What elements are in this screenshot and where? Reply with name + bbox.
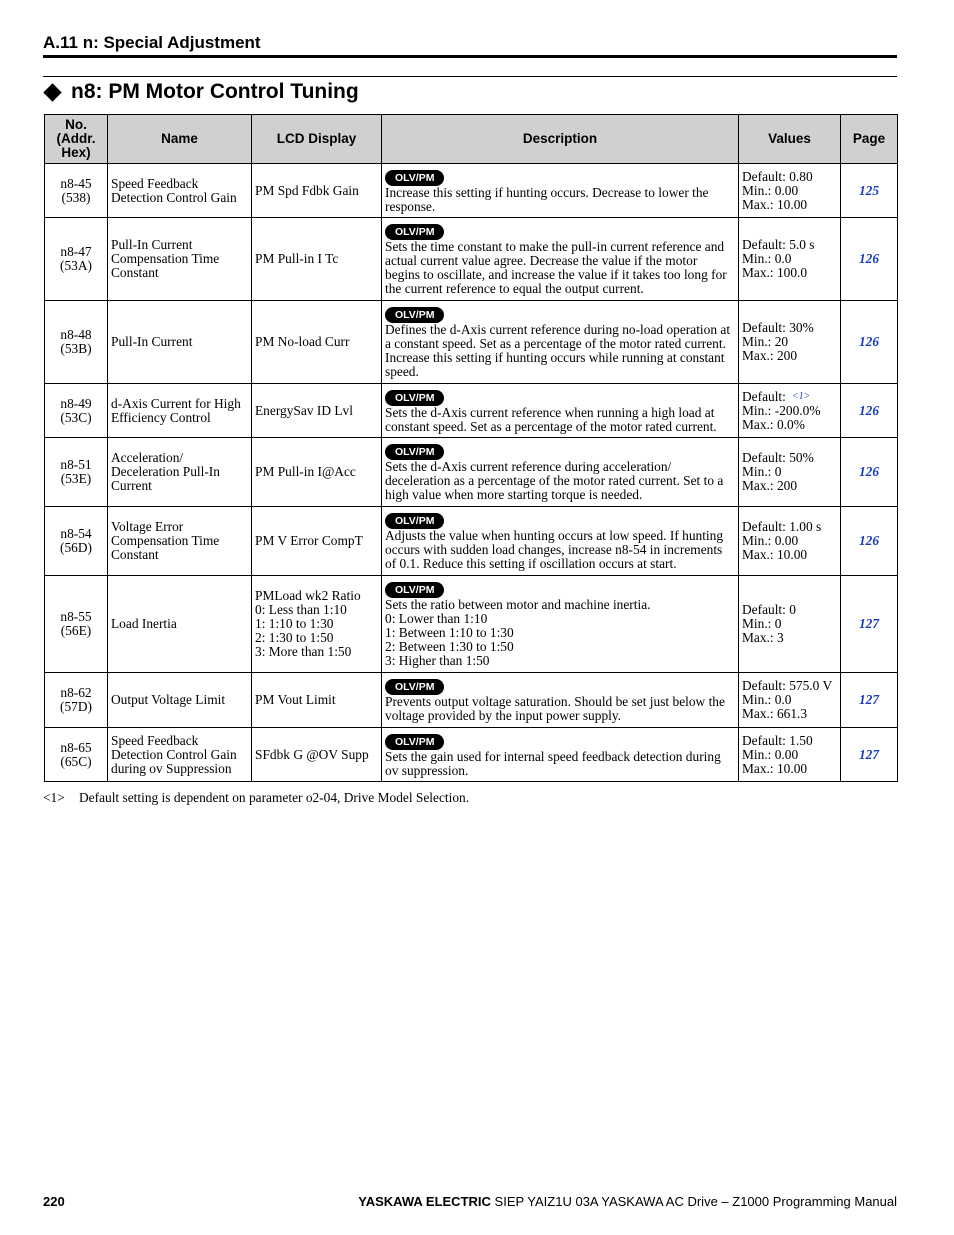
value-line bbox=[742, 679, 837, 693]
footnote-reference-link[interactable]: <1> bbox=[791, 390, 811, 402]
value-text: Max.: 10.00 bbox=[742, 547, 808, 562]
value-text: Min.: 0.00 bbox=[742, 182, 799, 198]
param-name: Acceleration/ Deceleration Pull-In Current bbox=[108, 438, 252, 507]
value-line bbox=[742, 707, 837, 721]
param-number: n8-55 bbox=[60, 609, 92, 624]
lcd-display-cell bbox=[252, 438, 382, 507]
lcd-display-line: PM V Error CompT bbox=[255, 533, 363, 548]
description-cell bbox=[382, 384, 739, 438]
lcd-display-cell bbox=[252, 576, 382, 673]
footnote bbox=[43, 790, 469, 806]
lcd-display-line: PM Vout Limit bbox=[255, 692, 336, 707]
param-number: n8-45 bbox=[60, 175, 92, 191]
lcd-display-cell bbox=[252, 218, 382, 301]
col-header-values: Values bbox=[739, 115, 841, 164]
table-row bbox=[45, 673, 898, 728]
lcd-display-cell bbox=[252, 673, 382, 728]
value-line bbox=[742, 617, 837, 631]
value-text: Default: 50% bbox=[742, 450, 814, 465]
param-address: (56E) bbox=[60, 623, 92, 638]
value-text: Default: 5.0 s bbox=[742, 237, 815, 252]
value-text: Default: 0 bbox=[742, 602, 796, 617]
value-text: Max.: 0.0% bbox=[742, 416, 805, 432]
page-cell bbox=[841, 301, 898, 384]
param-number-cell bbox=[45, 576, 108, 673]
values-cell bbox=[739, 728, 841, 782]
param-number-cell bbox=[45, 218, 108, 301]
param-number: n8-49 bbox=[60, 395, 92, 411]
value-line bbox=[742, 184, 837, 198]
control-mode-badge: OLV/PM bbox=[385, 390, 444, 406]
col-header-lcd: LCD Display bbox=[252, 115, 382, 164]
value-line bbox=[742, 321, 837, 335]
lcd-display-line: SFdbk G @OV Supp bbox=[255, 746, 369, 762]
value-text: Min.: 0 bbox=[742, 616, 782, 631]
value-line bbox=[742, 734, 837, 748]
col-header-page: Page bbox=[841, 115, 898, 164]
param-address: (538) bbox=[61, 189, 91, 205]
description-cell bbox=[382, 673, 739, 728]
footnote-mark: <1> bbox=[43, 790, 65, 805]
value-line bbox=[742, 534, 837, 548]
value-line bbox=[742, 390, 837, 404]
footer-doc-title: SIEP YAIZ1U 03A YASKAWA AC Drive – Z1000 Programming Manual bbox=[494, 1194, 897, 1209]
page-cell bbox=[841, 507, 898, 576]
description-text: 1: Between 1:10 to 1:30 bbox=[385, 625, 514, 640]
table-row bbox=[45, 384, 898, 438]
control-mode-badge: OLV/PM bbox=[385, 224, 444, 240]
control-mode-badge: OLV/PM bbox=[385, 307, 444, 323]
control-mode-badge: OLV/PM bbox=[385, 513, 444, 529]
table-row bbox=[45, 438, 898, 507]
values-cell bbox=[739, 218, 841, 301]
lcd-display-line: 1: 1:10 to 1:30 bbox=[255, 616, 334, 631]
value-text: Max.: 10.00 bbox=[742, 196, 808, 212]
value-text: Max.: 661.3 bbox=[742, 706, 808, 721]
page-cell bbox=[841, 438, 898, 507]
page-link[interactable]: 126 bbox=[858, 402, 880, 418]
param-number: n8-51 bbox=[60, 457, 92, 472]
value-line bbox=[742, 418, 837, 432]
table-row bbox=[45, 576, 898, 673]
table-row bbox=[45, 164, 898, 218]
description-text: Sets the gain used for internal speed feedback detection during ov suppression. bbox=[385, 748, 721, 778]
footnote-text: Default setting is dependent on parameter o2-04, Drive Model Selection. bbox=[79, 790, 470, 805]
value-text: Min.: 20 bbox=[742, 334, 789, 349]
param-address: (57D) bbox=[60, 699, 92, 714]
header-rule bbox=[43, 55, 897, 58]
description-cell bbox=[382, 301, 739, 384]
description-text: Sets the time constant to make the pull-in current reference and actual current value agree. Decrease the value if the motor begins to oscillate, and increase the value if it takes too long for the current reference to equal the output current. bbox=[385, 239, 727, 296]
value-text: Default: 30% bbox=[742, 320, 814, 335]
title-rule bbox=[43, 76, 897, 77]
control-mode-badge: OLV/PM bbox=[385, 170, 444, 186]
description-cell bbox=[382, 438, 739, 507]
value-line bbox=[742, 266, 837, 280]
col-header-no: No. (Addr. Hex) bbox=[45, 115, 108, 164]
page-link[interactable]: 127 bbox=[858, 616, 880, 631]
lcd-display-line: EnergySav ID Lvl bbox=[255, 402, 353, 418]
param-address: (53B) bbox=[60, 341, 92, 356]
description-text: 3: Higher than 1:50 bbox=[385, 653, 490, 668]
control-mode-badge: OLV/PM bbox=[385, 679, 444, 695]
lcd-display-line: PM Pull-in I@Acc bbox=[255, 464, 356, 479]
lcd-display-cell bbox=[252, 728, 382, 782]
value-text: Min.: 0.0 bbox=[742, 692, 792, 707]
col-header-name: Name bbox=[108, 115, 252, 164]
control-mode-badge: OLV/PM bbox=[385, 444, 444, 460]
description-text: Increase this setting if hunting occurs. Decrease to lower the response. bbox=[385, 184, 709, 214]
description-cell bbox=[382, 164, 739, 218]
description-cell bbox=[382, 218, 739, 301]
values-cell bbox=[739, 301, 841, 384]
value-text: Min.: 0 bbox=[742, 464, 782, 479]
param-name: Voltage Error Compensation Time Constant bbox=[108, 507, 252, 576]
page-link[interactable]: 126 bbox=[858, 334, 880, 349]
table-header-row bbox=[45, 115, 898, 164]
parameter-table bbox=[44, 114, 898, 782]
value-line bbox=[742, 349, 837, 363]
footer-doc-info bbox=[358, 1194, 897, 1209]
param-number: n8-48 bbox=[60, 327, 92, 342]
value-line bbox=[742, 603, 837, 617]
value-text: Min.: 0.00 bbox=[742, 533, 799, 548]
control-mode-badge: OLV/PM bbox=[385, 582, 444, 598]
value-line bbox=[742, 170, 837, 184]
value-line bbox=[742, 404, 837, 418]
lcd-display-line: PMLoad wk2 Ratio bbox=[255, 588, 361, 603]
value-line bbox=[742, 762, 837, 776]
lcd-display-cell bbox=[252, 384, 382, 438]
values-cell bbox=[739, 384, 841, 438]
value-text: Default: bbox=[742, 388, 786, 404]
values-cell bbox=[739, 576, 841, 673]
param-number: n8-65 bbox=[60, 739, 92, 755]
value-line bbox=[742, 631, 837, 645]
value-line bbox=[742, 479, 837, 493]
description-text: 2: Between 1:30 to 1:50 bbox=[385, 639, 514, 654]
value-line bbox=[742, 198, 837, 212]
values-cell bbox=[739, 507, 841, 576]
table-row bbox=[45, 218, 898, 301]
value-text: Default: 0.80 bbox=[742, 168, 813, 184]
param-number-cell bbox=[45, 507, 108, 576]
description-text: Defines the d-Axis current reference during no-load operation at a constant speed. Set as a percentage of the motor rated current. Increase this setting if hunting occurs while running at constant speed. bbox=[385, 322, 731, 379]
page-link[interactable]: 126 bbox=[858, 464, 880, 479]
param-number-cell bbox=[45, 438, 108, 507]
page-cell bbox=[841, 384, 898, 438]
description-text: Adjusts the value when hunting occurs at low speed. If hunting occurs with sudden load changes, increase n8-54 in increments of 0.1. Reduce this setting if oscillation occurs at start. bbox=[385, 528, 724, 571]
section-header: A.11 n: Special Adjustment bbox=[43, 33, 261, 52]
page-cell bbox=[841, 673, 898, 728]
value-text: Max.: 100.0 bbox=[742, 265, 808, 280]
param-number-cell bbox=[45, 384, 108, 438]
lcd-display-line: 0: Less than 1:10 bbox=[255, 602, 347, 617]
param-name: Pull-In Current Compensation Time Constant bbox=[108, 218, 252, 301]
param-name: Pull-In Current bbox=[108, 301, 252, 384]
param-number-cell bbox=[45, 164, 108, 218]
lcd-display-line: PM Pull-in I Tc bbox=[255, 251, 339, 266]
value-line bbox=[742, 238, 837, 252]
lcd-display-line: PM No-load Curr bbox=[255, 334, 350, 349]
title-text: n8: PM Motor Control Tuning bbox=[71, 80, 359, 103]
param-number-cell bbox=[45, 301, 108, 384]
value-text: Min.: 0.0 bbox=[742, 251, 792, 266]
param-name: Load Inertia bbox=[108, 576, 252, 673]
lcd-display-line: 3: More than 1:50 bbox=[255, 644, 352, 659]
description-text: Prevents output voltage saturation. Should be set just below the voltage provided by the input power supply. bbox=[385, 694, 725, 723]
lcd-display-cell bbox=[252, 301, 382, 384]
footer-brand: YASKAWA ELECTRIC bbox=[358, 1194, 491, 1209]
param-name: Output Voltage Limit bbox=[108, 673, 252, 728]
value-text: Min.: -200.0% bbox=[742, 402, 821, 418]
values-cell bbox=[739, 164, 841, 218]
value-line bbox=[742, 693, 837, 707]
page-cell bbox=[841, 576, 898, 673]
param-address: (56D) bbox=[60, 540, 92, 555]
description-text: Sets the d-Axis current reference during acceleration/ deceleration as a percentage of the motor rated current. Set to a high value when more starting torque is needed. bbox=[385, 459, 724, 502]
table-row bbox=[45, 728, 898, 782]
param-address: (53A) bbox=[60, 258, 92, 273]
param-number: n8-54 bbox=[60, 526, 92, 541]
value-line bbox=[742, 520, 837, 534]
page-link[interactable]: 126 bbox=[858, 251, 880, 266]
param-number-cell bbox=[45, 673, 108, 728]
param-number: n8-62 bbox=[60, 685, 92, 700]
description-text: 0: Lower than 1:10 bbox=[385, 611, 488, 626]
description-cell bbox=[382, 728, 739, 782]
table-row bbox=[45, 301, 898, 384]
section-title bbox=[43, 80, 359, 104]
value-text: Max.: 3 bbox=[742, 630, 784, 645]
value-text: Default: 1.00 s bbox=[742, 519, 822, 534]
value-text: Max.: 200 bbox=[742, 348, 798, 363]
table-row bbox=[45, 507, 898, 576]
lcd-display-line: PM Spd Fdbk Gain bbox=[255, 182, 359, 198]
lcd-display-cell bbox=[252, 164, 382, 218]
value-text: Max.: 200 bbox=[742, 478, 798, 493]
value-line bbox=[742, 252, 837, 266]
col-header-description: Description bbox=[382, 115, 739, 164]
diamond-bullet-icon bbox=[43, 83, 61, 101]
values-cell bbox=[739, 673, 841, 728]
value-line bbox=[742, 548, 837, 562]
description-text: Sets the d-Axis current reference when running a high load at constant speed. Set as a percentage of the motor rated current. bbox=[385, 404, 717, 434]
page-cell bbox=[841, 218, 898, 301]
lcd-display-cell bbox=[252, 507, 382, 576]
param-name: Speed Feedback Detection Control Gain during ov Suppression bbox=[108, 728, 252, 782]
lcd-display-line: 2: 1:30 to 1:50 bbox=[255, 630, 334, 645]
value-line bbox=[742, 748, 837, 762]
value-text: Default: 575.0 V bbox=[742, 678, 833, 693]
footer-page-number: 220 bbox=[43, 1194, 65, 1209]
param-address: (65C) bbox=[60, 753, 92, 769]
value-line bbox=[742, 465, 837, 479]
page-link[interactable]: 126 bbox=[858, 533, 880, 548]
page-link[interactable]: 127 bbox=[858, 692, 880, 707]
description-text: Sets the ratio between motor and machine inertia. bbox=[385, 597, 651, 612]
param-name: d-Axis Current for High Efficiency Control bbox=[108, 384, 252, 438]
param-address: (53E) bbox=[60, 471, 92, 486]
description-cell bbox=[382, 507, 739, 576]
page-link[interactable]: 125 bbox=[858, 182, 880, 198]
control-mode-badge: OLV/PM bbox=[385, 734, 444, 750]
param-name: Speed Feedback Detection Control Gain bbox=[108, 164, 252, 218]
param-address: (53C) bbox=[60, 409, 92, 425]
page-cell bbox=[841, 164, 898, 218]
param-number: n8-47 bbox=[60, 244, 92, 259]
param-number-cell bbox=[45, 728, 108, 782]
description-cell bbox=[382, 576, 739, 673]
page-cell bbox=[841, 728, 898, 782]
value-text: Default: 1.50 bbox=[742, 732, 813, 748]
value-line bbox=[742, 451, 837, 465]
value-text: Max.: 10.00 bbox=[742, 760, 808, 776]
value-text: Min.: 0.00 bbox=[742, 746, 799, 762]
value-line bbox=[742, 335, 837, 349]
page-link[interactable]: 127 bbox=[858, 746, 880, 762]
values-cell bbox=[739, 438, 841, 507]
